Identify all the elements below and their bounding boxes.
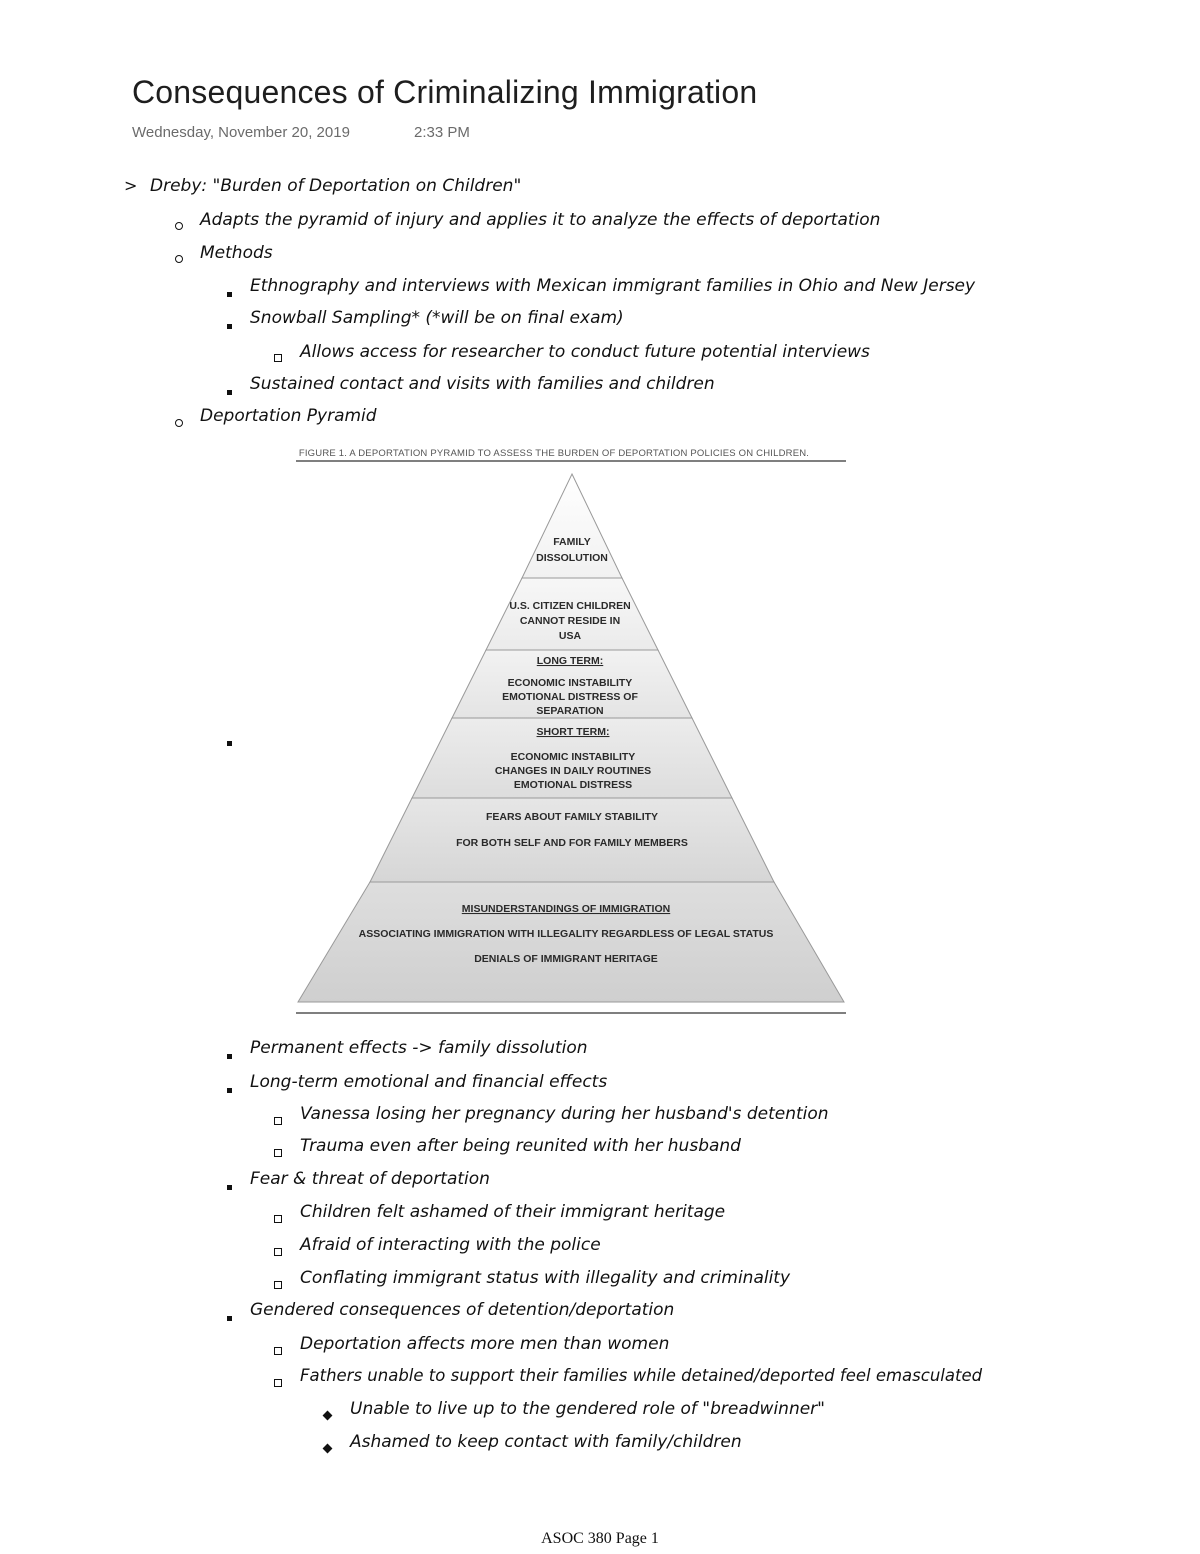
note-line: Snowball Sampling* (*will be on final exam) xyxy=(250,308,624,328)
circle-bullet-icon xyxy=(175,215,183,234)
diamond-bullet-icon xyxy=(324,1404,331,1423)
note-line: Long-term emotional and financial effects xyxy=(250,1072,608,1092)
circle-bullet-icon xyxy=(175,248,183,267)
circle-bullet-icon xyxy=(175,412,183,431)
note-line: Sustained contact and visits with families and children xyxy=(250,374,715,394)
open-square-bullet-icon xyxy=(274,1208,282,1227)
note-line: Permanent effects -> family dissolution xyxy=(250,1038,588,1058)
square-bullet-icon xyxy=(227,282,232,301)
tier-4-text: EMOTIONAL DISTRESS xyxy=(513,779,633,791)
tier-3-text: SEPARATION xyxy=(536,705,604,717)
tier-5-text: FOR BOTH SELF AND FOR FAMILY MEMBERS xyxy=(456,837,688,849)
diamond-bullet-icon xyxy=(324,1437,331,1456)
square-bullet-icon xyxy=(227,380,232,399)
tier-3-text: EMOTIONAL DISTRESS OF xyxy=(502,691,638,703)
open-square-bullet-icon xyxy=(274,1340,282,1359)
note-line: Fathers unable to support their families while detained/deported feel emasculated xyxy=(300,1366,983,1385)
figure-caption: FIGURE 1. A DEPORTATION PYRAMID TO ASSESS THE BURDEN OF DEPORTATION POLICIES ON CHILDREN. xyxy=(298,448,810,459)
tier-3-text: ECONOMIC INSTABILITY xyxy=(507,677,633,689)
note-line: Deportation affects more men than women xyxy=(300,1334,670,1354)
tier-6-heading: MISUNDERSTANDINGS OF IMMIGRATION xyxy=(461,903,671,915)
tier-1-text: DISSOLUTION xyxy=(536,552,608,564)
note-line: Trauma even after being reunited with her husband xyxy=(300,1136,741,1156)
note-time: 2:33 PM xyxy=(414,124,470,141)
note-line: Allows access for researcher to conduct future potential interviews xyxy=(300,342,870,362)
tier-6-text: DENIALS OF IMMIGRANT HERITAGE xyxy=(474,953,658,965)
square-bullet-icon xyxy=(227,314,232,333)
page-footer: ASOC 380 Page 1 xyxy=(541,1530,659,1547)
open-square-bullet-icon xyxy=(274,1110,282,1129)
square-bullet-icon xyxy=(227,1175,232,1194)
note-line: Children felt ashamed of their immigrant heritage xyxy=(300,1202,726,1222)
tier-2-text: USA xyxy=(558,630,582,642)
page-title: Consequences of Criminalizing Immigration xyxy=(132,74,758,110)
tier-4-text: ECONOMIC INSTABILITY xyxy=(510,751,636,763)
square-bullet-icon xyxy=(227,1044,232,1063)
note-date: Wednesday, November 20, 2019 xyxy=(132,124,350,141)
tier-1-text: FAMILY xyxy=(553,536,591,548)
note-line: Deportation Pyramid xyxy=(200,406,377,426)
note-line: Conflating immigrant status with illegality and criminality xyxy=(300,1268,791,1288)
arrow-bullet-icon: > xyxy=(124,176,138,195)
tier-2-text: CANNOT RESIDE IN xyxy=(519,615,621,627)
open-square-bullet-icon xyxy=(274,1372,282,1391)
note-line: Ashamed to keep contact with family/children xyxy=(350,1432,742,1452)
note-line: Methods xyxy=(200,243,273,263)
pyramid-tier-6 xyxy=(298,882,844,1002)
note-line: Fear & threat of deportation xyxy=(250,1169,490,1189)
open-square-bullet-icon xyxy=(274,1142,282,1161)
square-bullet-icon xyxy=(227,1306,232,1325)
open-square-bullet-icon xyxy=(274,1274,282,1293)
note-line: Vanessa losing her pregnancy during her husband's detention xyxy=(300,1104,829,1124)
deportation-pyramid-figure xyxy=(292,442,852,1026)
note-line: Ethnography and interviews with Mexican immigrant families in Ohio and New Jersey xyxy=(250,276,976,296)
tier-4-heading: SHORT TERM: xyxy=(536,726,610,738)
square-bullet-icon xyxy=(227,731,232,750)
note-line: Gendered consequences of detention/deportation xyxy=(250,1300,675,1320)
tier-2-text: U.S. CITIZEN CHILDREN xyxy=(509,600,631,612)
note-line: Unable to live up to the gendered role of "breadwinner" xyxy=(350,1399,825,1419)
square-bullet-icon xyxy=(227,1078,232,1097)
tier-4-text: CHANGES IN DAILY ROUTINES xyxy=(494,765,652,777)
note-line: Afraid of interacting with the police xyxy=(300,1235,601,1255)
tier-5-text: FEARS ABOUT FAMILY STABILITY xyxy=(485,811,659,823)
note-line: Dreby: "Burden of Deportation on Children" xyxy=(150,176,522,196)
note-line: Adapts the pyramid of injury and applies it to analyze the effects of deportation xyxy=(200,210,881,230)
open-square-bullet-icon xyxy=(274,347,282,366)
tier-3-heading: LONG TERM: xyxy=(536,655,604,667)
tier-6-text: ASSOCIATING IMMIGRATION WITH ILLEGALITY REGARDLESS OF LEGAL STATUS xyxy=(358,928,774,940)
open-square-bullet-icon xyxy=(274,1241,282,1260)
